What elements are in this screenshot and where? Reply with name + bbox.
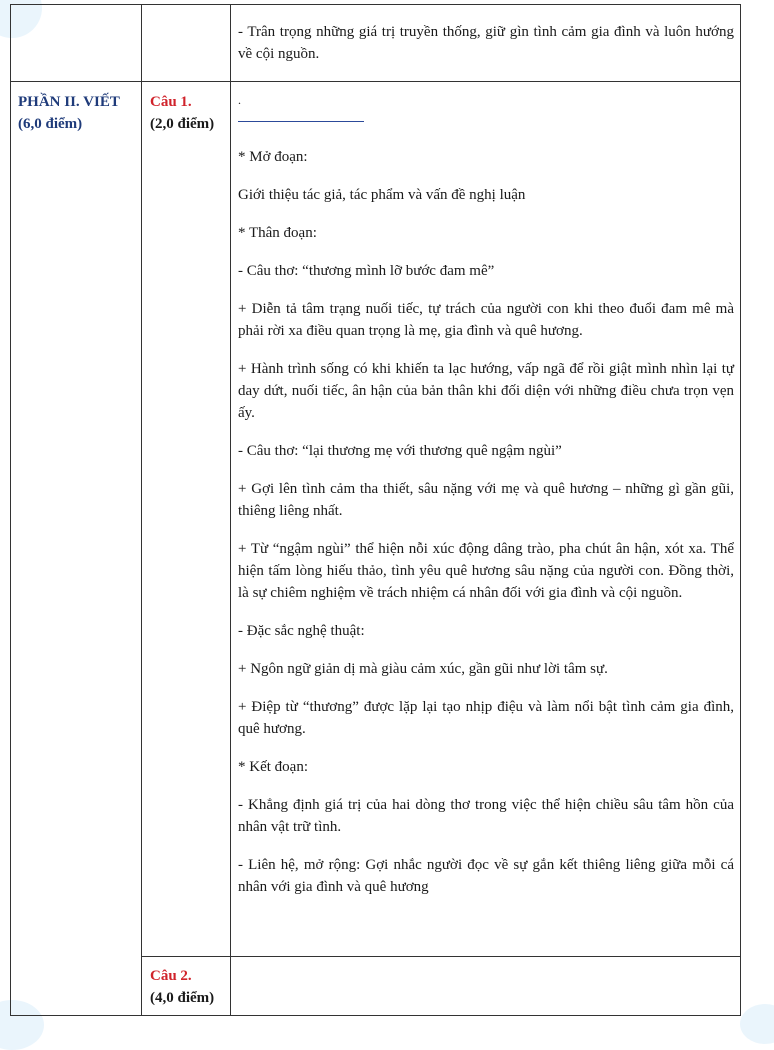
- watermark-blob: [740, 1004, 774, 1044]
- answer-paragraph: + Điệp từ “thương” được lặp lại tạo nhịp điệu và làm nổi bật tình cảm gia đình, quê hương.: [238, 699, 734, 737]
- answer-table: [10, 4, 741, 1016]
- section-header: [18, 91, 138, 135]
- column-divider: [141, 5, 142, 1016]
- question-1-header: [150, 91, 230, 135]
- answer-paragraph: + Gợi lên tình cảm tha thiết, sâu nặng với mẹ và quê hương – những gì gần gũi, thiêng liêng nhất.: [238, 481, 734, 519]
- answer-paragraph: + Hành trình sống có khi khiến ta lạc hướng, vấp ngã để rồi giật mình nhìn lại tự day dứt, nuối tiếc, ân hận của bản thân khi đối diện với những điều chưa trọn vẹn ấy.: [238, 361, 734, 421]
- question-1-paragraphs: [238, 146, 734, 898]
- answer-paragraph: + Ngôn ngữ giản dị mà giàu cảm xúc, gần gũi như lời tâm sự.: [238, 661, 608, 677]
- answer-paragraph: - Khẳng định giá trị của hai dòng thơ trong việc thể hiện chiều sâu tâm hồn của nhân vật trữ tình.: [238, 797, 734, 835]
- answer-paragraph: - Câu thơ: “lại thương mẹ với thương quê ngậm ngùi”: [238, 443, 562, 459]
- answer-paragraph: Giới thiệu tác giả, tác phẩm và vấn đề nghị luận: [238, 187, 526, 203]
- row-divider: [11, 81, 741, 82]
- question-2-score: (4,0 điểm): [150, 990, 215, 1006]
- answer-paragraph: - Liên hệ, mở rộng: Gợi nhắc người đọc về sự gắn kết thiêng liêng giữa mỗi cá nhân với gia đình và quê hương: [238, 857, 734, 895]
- answer-paragraph: * Kết đoạn:: [238, 759, 308, 775]
- top-row-content: [238, 21, 734, 81]
- answer-paragraph: + Diễn tả tâm trạng nuối tiếc, tự trách của người con khi theo đuổi đam mê mà phải rời xa điều quan trọng là mẹ, gia đình và quê hương.: [238, 301, 734, 339]
- section-title: PHẦN II. VIẾT: [18, 94, 120, 110]
- column-divider: [230, 5, 231, 1016]
- marker-dot: .: [238, 93, 241, 107]
- answer-paragraph: * Mở đoạn:: [238, 149, 308, 165]
- question-1-label: Câu 1.: [150, 94, 192, 110]
- question-2-header: [150, 965, 230, 1009]
- question-1-content: [238, 93, 734, 914]
- question-1-score: (2,0 điểm): [150, 116, 215, 132]
- answer-paragraph: - Trân trọng những giá trị truyền thống, giữ gìn tình cảm gia đình và luôn hướng về cội nguồn.: [238, 24, 734, 62]
- section-score: (6,0 điểm): [18, 116, 83, 132]
- question-2-label: Câu 2.: [150, 968, 192, 984]
- row-divider: [142, 956, 741, 957]
- answer-paragraph: + Từ “ngậm ngùi” thể hiện nỗi xúc động dâng trào, pha chút ân hận, xót xa. Thể hiện tấm lòng hiếu thảo, tình yêu quê hương sâu nặng của người con. Đồng thời, là sự chiêm nghiệm về trách nhiệm cá nhân đối với gia đình và cội nguồn.: [238, 541, 734, 601]
- answer-paragraph: - Đặc sắc nghệ thuật:: [238, 623, 365, 639]
- answer-paragraph: * Thân đoạn:: [238, 225, 317, 241]
- answer-paragraph: - Câu thơ: “thương mình lỡ bước đam mê”: [238, 263, 495, 279]
- blue-underline: [238, 121, 364, 122]
